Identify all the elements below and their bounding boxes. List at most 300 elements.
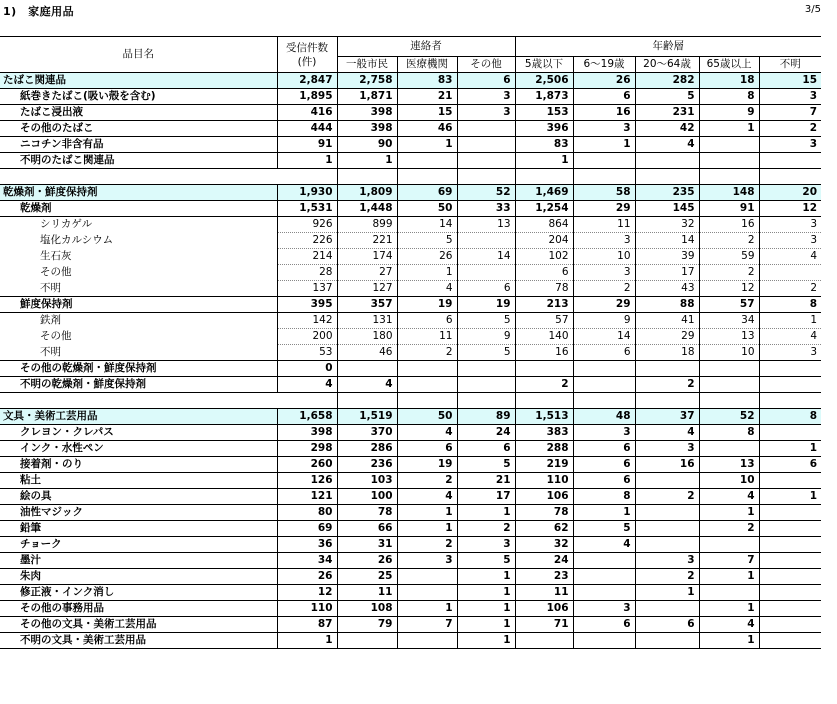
age-cell: 864 [515, 217, 573, 233]
category-row [0, 73, 821, 89]
contact-cell: 180 [337, 329, 397, 345]
age-cell: 8 [759, 297, 821, 313]
contact-cell: 4 [337, 377, 397, 393]
contact-cell: 3 [457, 89, 515, 105]
item-name: 紙巻きたばこ(吸い殻を含む) [0, 89, 277, 105]
count-cell: 4 [277, 377, 337, 393]
table-row [0, 425, 821, 441]
age-cell [635, 521, 699, 537]
age-cell: 18 [699, 73, 759, 89]
age-cell: 29 [635, 329, 699, 345]
count-cell: 298 [277, 441, 337, 457]
contact-cell [397, 569, 457, 585]
contact-cell: 14 [457, 249, 515, 265]
age-cell [759, 601, 821, 617]
age-cell [573, 361, 635, 377]
age-cell: 4 [699, 617, 759, 633]
item-name: 生石灰 [40, 250, 72, 262]
contact-cell: 5 [457, 345, 515, 361]
age-cell: 42 [635, 121, 699, 137]
age-cell: 16 [635, 457, 699, 473]
count-cell: 1 [277, 153, 337, 169]
age-cell: 1 [635, 585, 699, 601]
age-cell: 2 [515, 377, 573, 393]
contact-cell [337, 633, 397, 649]
contact-cell: 6 [457, 73, 515, 89]
age-cell [635, 153, 699, 169]
contact-cell: 3 [457, 537, 515, 553]
age-cell: 219 [515, 457, 573, 473]
age-cell: 3 [573, 265, 635, 281]
count-cell: 1,895 [277, 89, 337, 105]
count-cell: 36 [277, 537, 337, 553]
count-cell: 28 [277, 265, 337, 281]
age-cell: 110 [515, 473, 573, 489]
contact-cell: 66 [337, 521, 397, 537]
age-cell [573, 633, 635, 649]
age-cell: 59 [699, 249, 759, 265]
contact-cell: 1 [457, 617, 515, 633]
spacer-cell [573, 169, 635, 185]
age-cell: 57 [699, 297, 759, 313]
age-cell [759, 537, 821, 553]
contact-cell: 6 [457, 281, 515, 297]
section-title: 1) 家庭用品 [3, 5, 75, 18]
age-cell [759, 617, 821, 633]
contact-cell [397, 153, 457, 169]
age-cell [699, 361, 759, 377]
age-cell: 1 [515, 153, 573, 169]
column-header-contact: 一般市民 [337, 57, 397, 73]
age-cell: 396 [515, 121, 573, 137]
age-cell [759, 473, 821, 489]
age-cell: 12 [759, 201, 821, 217]
contact-cell [397, 377, 457, 393]
page-number: 3/5 [804, 4, 821, 15]
table-row [0, 281, 821, 297]
column-header-count [277, 37, 337, 73]
count-cell: 2,847 [277, 73, 337, 89]
age-cell: 23 [515, 569, 573, 585]
contact-cell: 33 [457, 201, 515, 217]
count-cell: 12 [277, 585, 337, 601]
spacer-cell [0, 393, 277, 409]
count-cell: 226 [277, 233, 337, 249]
age-cell: 34 [699, 313, 759, 329]
item-name: 油性マジック [0, 505, 277, 521]
age-cell: 26 [573, 73, 635, 89]
contact-cell: 2 [397, 345, 457, 361]
item-name: 接着剤・のり [0, 457, 277, 473]
age-cell: 91 [699, 201, 759, 217]
age-cell: 52 [699, 409, 759, 425]
age-cell: 4 [759, 249, 821, 265]
age-cell: 10 [699, 345, 759, 361]
contact-cell [457, 265, 515, 281]
age-cell: 71 [515, 617, 573, 633]
contact-cell [457, 377, 515, 393]
table-row [0, 217, 821, 233]
contact-cell: 4 [397, 281, 457, 297]
item-name: 修正液・インク消し [0, 585, 277, 601]
age-cell: 6 [573, 89, 635, 105]
age-cell [699, 137, 759, 153]
spacer-cell [0, 169, 277, 185]
contact-cell: 1 [397, 505, 457, 521]
item-name: その他のたばこ [0, 121, 277, 137]
age-cell: 88 [635, 297, 699, 313]
contact-cell: 6 [397, 313, 457, 329]
count-cell: 34 [277, 553, 337, 569]
age-cell [699, 441, 759, 457]
contact-cell: 100 [337, 489, 397, 505]
item-name: 不明のたばこ関連品 [0, 153, 277, 169]
contact-cell: 1 [397, 601, 457, 617]
contact-cell: 89 [457, 409, 515, 425]
contact-cell: 19 [397, 457, 457, 473]
age-cell: 3 [759, 137, 821, 153]
item-name: 不明の乾燥剤・鮮度保持剤 [0, 377, 277, 393]
age-cell [699, 537, 759, 553]
category-row [0, 185, 821, 201]
age-cell: 12 [699, 281, 759, 297]
age-cell: 8 [699, 89, 759, 105]
count-cell: 1,930 [277, 185, 337, 201]
spacer-cell [759, 169, 821, 185]
contact-cell: 2 [457, 521, 515, 537]
contact-cell: 11 [337, 585, 397, 601]
age-cell: 18 [635, 345, 699, 361]
statistics-table [0, 36, 821, 649]
item-name: チョーク [0, 537, 277, 553]
age-cell: 32 [515, 537, 573, 553]
contact-cell: 46 [397, 121, 457, 137]
spacer-cell [515, 169, 573, 185]
age-cell: 6 [759, 457, 821, 473]
table-row [0, 361, 821, 377]
age-cell: 6 [635, 617, 699, 633]
spacer-cell [397, 393, 457, 409]
age-cell: 41 [635, 313, 699, 329]
age-cell [759, 521, 821, 537]
age-cell: 1 [759, 441, 821, 457]
item-name: 乾燥剤 [0, 201, 277, 217]
column-header-age: 65歳以上 [699, 57, 759, 73]
contact-cell: 3 [397, 553, 457, 569]
count-cell: 91 [277, 137, 337, 153]
contact-cell: 6 [457, 441, 515, 457]
contact-cell: 1 [457, 505, 515, 521]
age-cell: 1 [699, 633, 759, 649]
contact-cell: 1,809 [337, 185, 397, 201]
contact-cell: 1,871 [337, 89, 397, 105]
contact-cell: 14 [397, 217, 457, 233]
count-cell: 69 [277, 521, 337, 537]
age-cell: 8 [759, 409, 821, 425]
item-name: 不明の文具・美術工芸用品 [0, 633, 277, 649]
age-cell: 6 [515, 265, 573, 281]
spacer-cell [277, 169, 337, 185]
table-row [0, 521, 821, 537]
age-cell [635, 633, 699, 649]
count-cell: 1 [277, 633, 337, 649]
table-row [0, 505, 821, 521]
contact-cell: 398 [337, 121, 397, 137]
age-cell: 6 [573, 345, 635, 361]
table-row [0, 473, 821, 489]
age-cell [515, 361, 573, 377]
contact-cell: 3 [457, 105, 515, 121]
age-cell: 1 [699, 569, 759, 585]
contact-cell [397, 633, 457, 649]
age-cell: 5 [573, 521, 635, 537]
contact-cell: 1,519 [337, 409, 397, 425]
age-cell: 2,506 [515, 73, 573, 89]
age-cell: 15 [759, 73, 821, 89]
table-row [0, 633, 821, 649]
contact-cell [457, 121, 515, 137]
contact-cell: 357 [337, 297, 397, 313]
table-row [0, 89, 821, 105]
age-cell: 4 [699, 489, 759, 505]
spacer-row [0, 393, 821, 409]
age-cell: 235 [635, 185, 699, 201]
item-name: 鉄剤 [40, 314, 61, 327]
table-row [0, 345, 821, 361]
age-cell: 3 [759, 345, 821, 361]
count-cell: 395 [277, 297, 337, 313]
age-cell: 8 [573, 489, 635, 505]
contact-cell: 2 [397, 473, 457, 489]
age-cell: 2 [699, 233, 759, 249]
age-cell [759, 425, 821, 441]
contact-cell: 1 [337, 153, 397, 169]
column-header-age: 20～64歳 [635, 57, 699, 73]
age-cell [759, 153, 821, 169]
table-row [0, 489, 821, 505]
column-header-contact: 医療機関 [397, 57, 457, 73]
age-cell: 1 [699, 121, 759, 137]
count-cell: 126 [277, 473, 337, 489]
age-cell: 1 [759, 313, 821, 329]
age-cell: 140 [515, 329, 573, 345]
age-cell: 2 [635, 489, 699, 505]
count-cell: 1,658 [277, 409, 337, 425]
age-cell: 3 [573, 121, 635, 137]
age-cell: 9 [699, 105, 759, 121]
item-name: その他 [40, 330, 72, 342]
age-cell [573, 569, 635, 585]
age-cell: 6 [573, 473, 635, 489]
contact-cell: 90 [337, 137, 397, 153]
item-name: クレヨン・クレパス [0, 425, 277, 441]
age-cell: 148 [699, 185, 759, 201]
contact-cell [457, 361, 515, 377]
count-cell: 137 [277, 281, 337, 297]
column-header-contact: その他 [457, 57, 515, 73]
age-cell: 8 [699, 425, 759, 441]
age-cell: 58 [573, 185, 635, 201]
contact-cell: 9 [457, 329, 515, 345]
count-cell: 53 [277, 345, 337, 361]
age-cell: 39 [635, 249, 699, 265]
age-cell: 1 [699, 601, 759, 617]
contact-cell: 78 [337, 505, 397, 521]
age-cell: 6 [573, 457, 635, 473]
table-row [0, 537, 821, 553]
age-cell: 1,254 [515, 201, 573, 217]
contact-cell [397, 361, 457, 377]
table-row [0, 601, 821, 617]
count-cell: 260 [277, 457, 337, 473]
item-name: 塩化カルシウム [40, 234, 114, 246]
age-cell: 37 [635, 409, 699, 425]
item-name: たばこ浸出液 [0, 105, 277, 121]
spacer-cell [635, 393, 699, 409]
age-cell [573, 377, 635, 393]
column-header-item: 品目名 [0, 37, 277, 73]
count-cell: 444 [277, 121, 337, 137]
age-cell: 145 [635, 201, 699, 217]
item-name: 朱肉 [0, 569, 277, 585]
contact-cell: 1 [457, 601, 515, 617]
age-cell: 1,469 [515, 185, 573, 201]
age-cell: 57 [515, 313, 573, 329]
contact-cell: 46 [337, 345, 397, 361]
count-cell: 416 [277, 105, 337, 121]
age-cell [699, 585, 759, 601]
age-cell [699, 153, 759, 169]
count-cell: 110 [277, 601, 337, 617]
table-row [0, 585, 821, 601]
age-cell: 10 [573, 249, 635, 265]
age-cell: 9 [573, 313, 635, 329]
age-cell [759, 585, 821, 601]
age-cell: 62 [515, 521, 573, 537]
contact-cell: 174 [337, 249, 397, 265]
contact-cell: 26 [337, 553, 397, 569]
age-cell: 48 [573, 409, 635, 425]
age-cell: 1 [573, 137, 635, 153]
table-row [0, 297, 821, 313]
age-cell: 3 [573, 233, 635, 249]
age-cell [759, 377, 821, 393]
table-row [0, 201, 821, 217]
age-cell: 2 [699, 521, 759, 537]
item-name: 不明 [0, 281, 277, 297]
column-header-age: 6～19歳 [573, 57, 635, 73]
spacer-cell [337, 393, 397, 409]
contact-cell: 17 [457, 489, 515, 505]
contact-cell [457, 233, 515, 249]
contact-cell: 370 [337, 425, 397, 441]
contact-cell: 1 [397, 137, 457, 153]
contact-cell: 5 [457, 457, 515, 473]
age-cell: 14 [573, 329, 635, 345]
contact-cell: 19 [457, 297, 515, 313]
contact-cell: 79 [337, 617, 397, 633]
age-cell: 3 [635, 553, 699, 569]
age-cell: 282 [635, 73, 699, 89]
age-cell: 32 [635, 217, 699, 233]
age-cell: 106 [515, 489, 573, 505]
age-cell: 2 [759, 121, 821, 137]
contact-cell: 1 [397, 521, 457, 537]
contact-cell: 21 [397, 89, 457, 105]
age-cell: 3 [635, 441, 699, 457]
contact-cell: 26 [397, 249, 457, 265]
contact-cell: 108 [337, 601, 397, 617]
contact-cell: 15 [397, 105, 457, 121]
age-cell [759, 569, 821, 585]
contact-cell: 5 [457, 313, 515, 329]
age-cell: 7 [699, 553, 759, 569]
age-cell: 6 [573, 441, 635, 457]
spacer-cell [457, 393, 515, 409]
count-cell: 200 [277, 329, 337, 345]
contact-cell: 103 [337, 473, 397, 489]
contact-cell: 11 [397, 329, 457, 345]
age-cell: 1,513 [515, 409, 573, 425]
contact-cell [337, 361, 397, 377]
age-cell: 4 [635, 425, 699, 441]
item-name: 鉛筆 [0, 521, 277, 537]
contact-cell: 27 [337, 265, 397, 281]
age-cell [635, 601, 699, 617]
item-name: 文具・美術工芸用品 [0, 409, 277, 425]
contact-cell: 286 [337, 441, 397, 457]
table-row [0, 553, 821, 569]
count-cell: 80 [277, 505, 337, 521]
spacer-cell [337, 169, 397, 185]
spacer-cell [277, 393, 337, 409]
age-cell: 2 [635, 569, 699, 585]
table-row [0, 457, 821, 473]
table-row [0, 121, 821, 137]
table-row [0, 617, 821, 633]
age-cell: 16 [515, 345, 573, 361]
table-row [0, 329, 821, 345]
contact-cell: 25 [337, 569, 397, 585]
age-cell: 43 [635, 281, 699, 297]
count-cell: 87 [277, 617, 337, 633]
table-row [0, 105, 821, 121]
age-cell: 4 [759, 329, 821, 345]
contact-cell: 2,758 [337, 73, 397, 89]
age-cell: 14 [635, 233, 699, 249]
item-name: 不明 [0, 345, 277, 361]
category-row [0, 409, 821, 425]
contact-cell: 1 [397, 265, 457, 281]
contact-cell: 6 [397, 441, 457, 457]
age-cell: 83 [515, 137, 573, 153]
contact-cell: 127 [337, 281, 397, 297]
contact-cell: 1 [457, 585, 515, 601]
age-cell: 2 [759, 281, 821, 297]
age-cell: 16 [699, 217, 759, 233]
age-cell [573, 585, 635, 601]
age-cell: 213 [515, 297, 573, 313]
table-body [0, 73, 821, 649]
age-cell: 1,873 [515, 89, 573, 105]
contact-cell: 19 [397, 297, 457, 313]
age-cell: 29 [573, 297, 635, 313]
age-cell: 1 [759, 489, 821, 505]
count-cell: 121 [277, 489, 337, 505]
contact-cell: 899 [337, 217, 397, 233]
table-row [0, 153, 821, 169]
age-cell [759, 265, 821, 281]
